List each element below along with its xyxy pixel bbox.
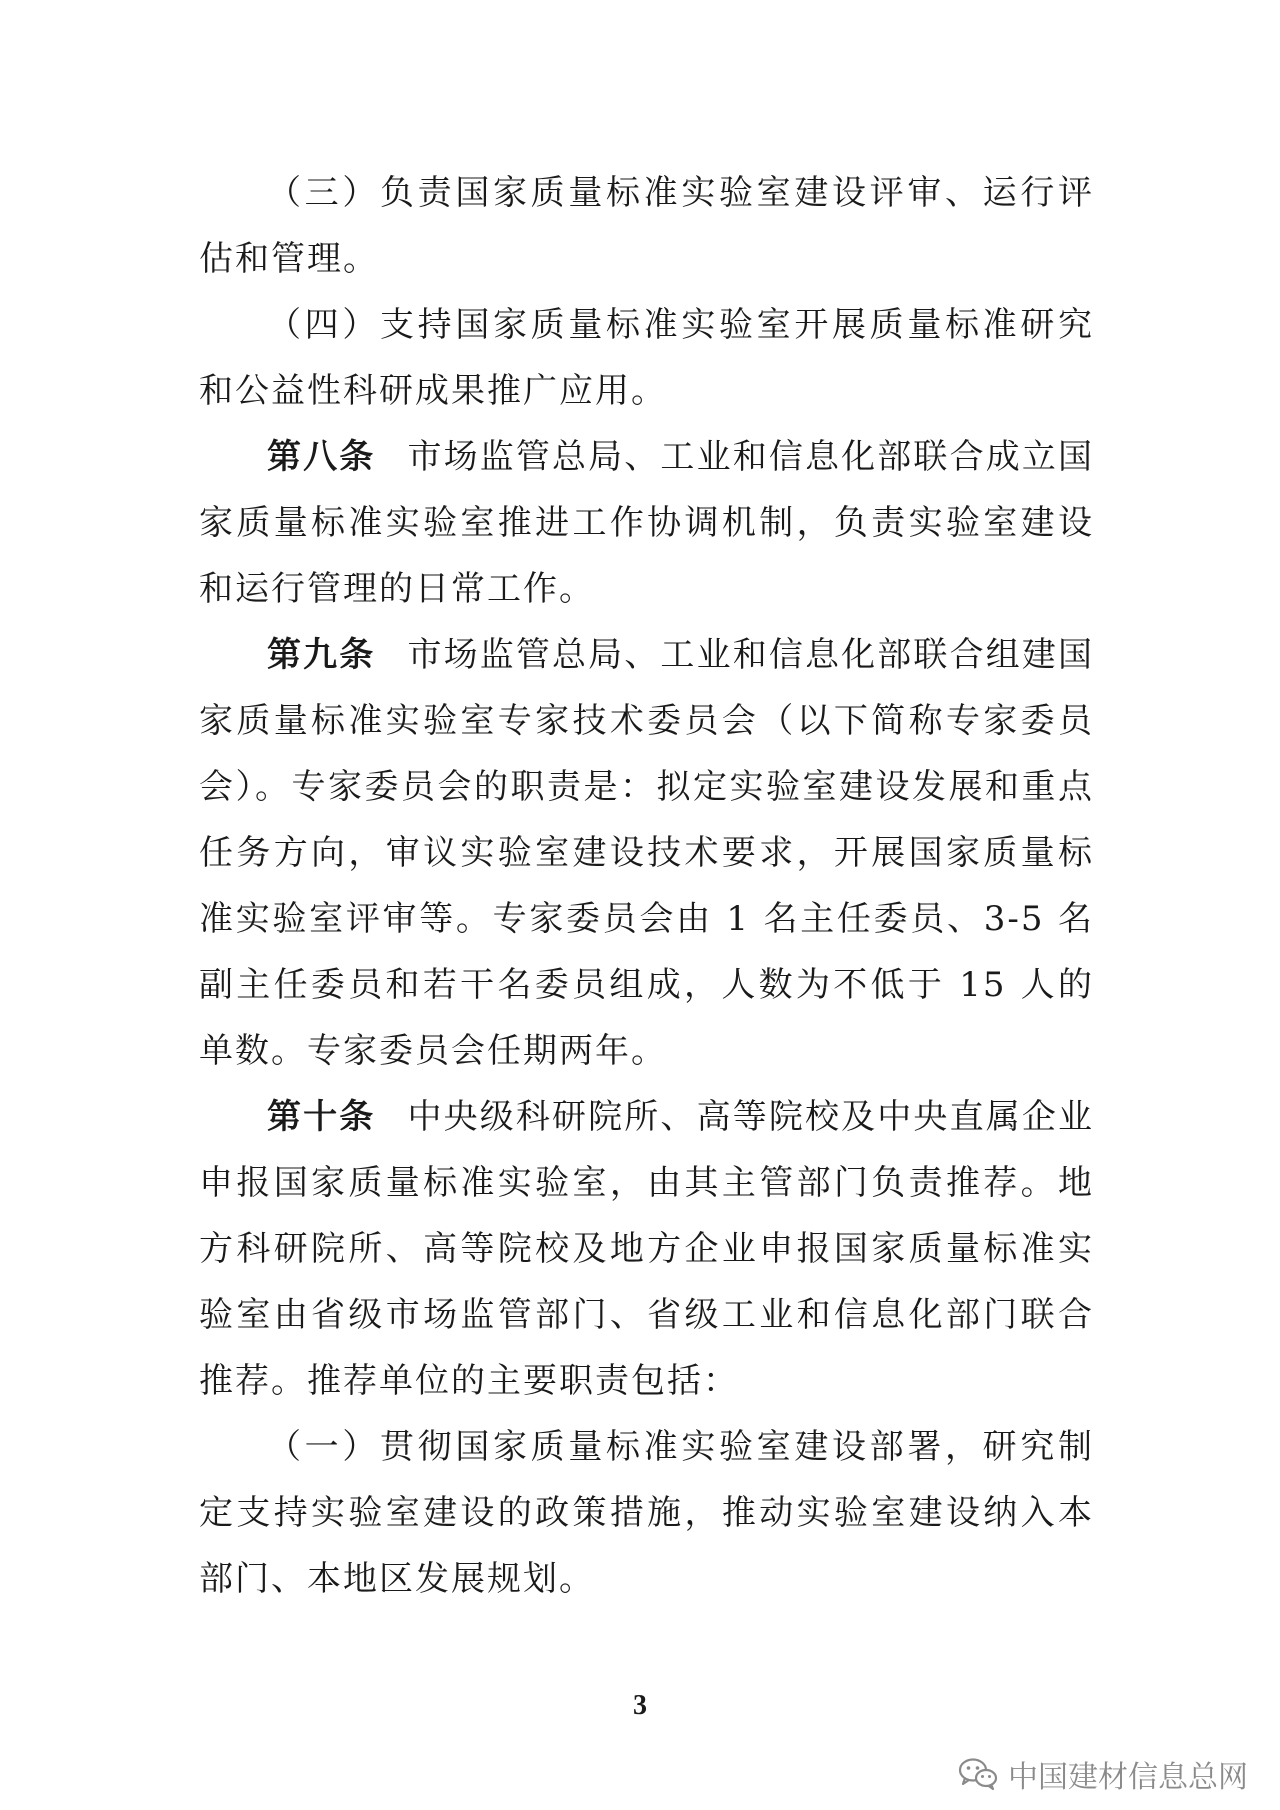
watermark-text: 中国建材信息总网 bbox=[1008, 1760, 1248, 1795]
wechat-icon bbox=[958, 1757, 998, 1791]
paragraph-text: 市场监管总局、工业和信息化部联合组建国家质量标准实验室专家技术委员会（以下简称专家委员会）。专家委员会的职责是：拟定实验室建设发展和重点任务方向，审议实验室建设技术要求，开展国家质量标准实验室评审等。专家委员会由 1 名主任委员、3-5 名副主任委员和若干名委员组成，人数为不低于 15 人的单数。专家委员会任期两年。 bbox=[199, 635, 1095, 1071]
article-9 bbox=[199, 622, 1094, 1084]
article-heading: 第十条 bbox=[267, 1097, 376, 1137]
paragraph-text: 市场监管总局、工业和信息化部联合成立国家质量标准实验室推进工作协调机制，负责实验室建设和运行管理的日常工作。 bbox=[199, 437, 1095, 609]
document-body bbox=[199, 160, 1094, 1612]
paragraph-item-3 bbox=[199, 160, 1094, 292]
page-number: 3 bbox=[633, 1690, 647, 1721]
paragraph-text: （四）支持国家质量标准实验室开展质量标准研究和公益性科研成果推广应用。 bbox=[199, 305, 1094, 411]
article-8 bbox=[199, 424, 1094, 622]
watermark bbox=[958, 1752, 1248, 1796]
paragraph-item-4 bbox=[199, 292, 1094, 424]
paragraph-item-1 bbox=[199, 1414, 1094, 1612]
article-heading: 第八条 bbox=[267, 437, 376, 477]
paragraph-text: （一）贯彻国家质量标准实验室建设部署，研究制定支持实验室建设的政策措施，推动实验室建设纳入本部门、本地区发展规划。 bbox=[199, 1427, 1094, 1599]
paragraph-text: 中央级科研院所、高等院校及中央直属企业申报国家质量标准实验室，由其主管部门负责推荐。地方科研院所、高等院校及地方企业申报国家质量标准实验室由省级市场监管部门、省级工业和信息化部门联合推荐。推荐单位的主要职责包括： bbox=[199, 1097, 1095, 1401]
paragraph-text: （三）负责国家质量标准实验室建设评审、运行评估和管理。 bbox=[199, 173, 1094, 279]
article-heading: 第九条 bbox=[267, 635, 376, 675]
article-10 bbox=[199, 1084, 1094, 1414]
